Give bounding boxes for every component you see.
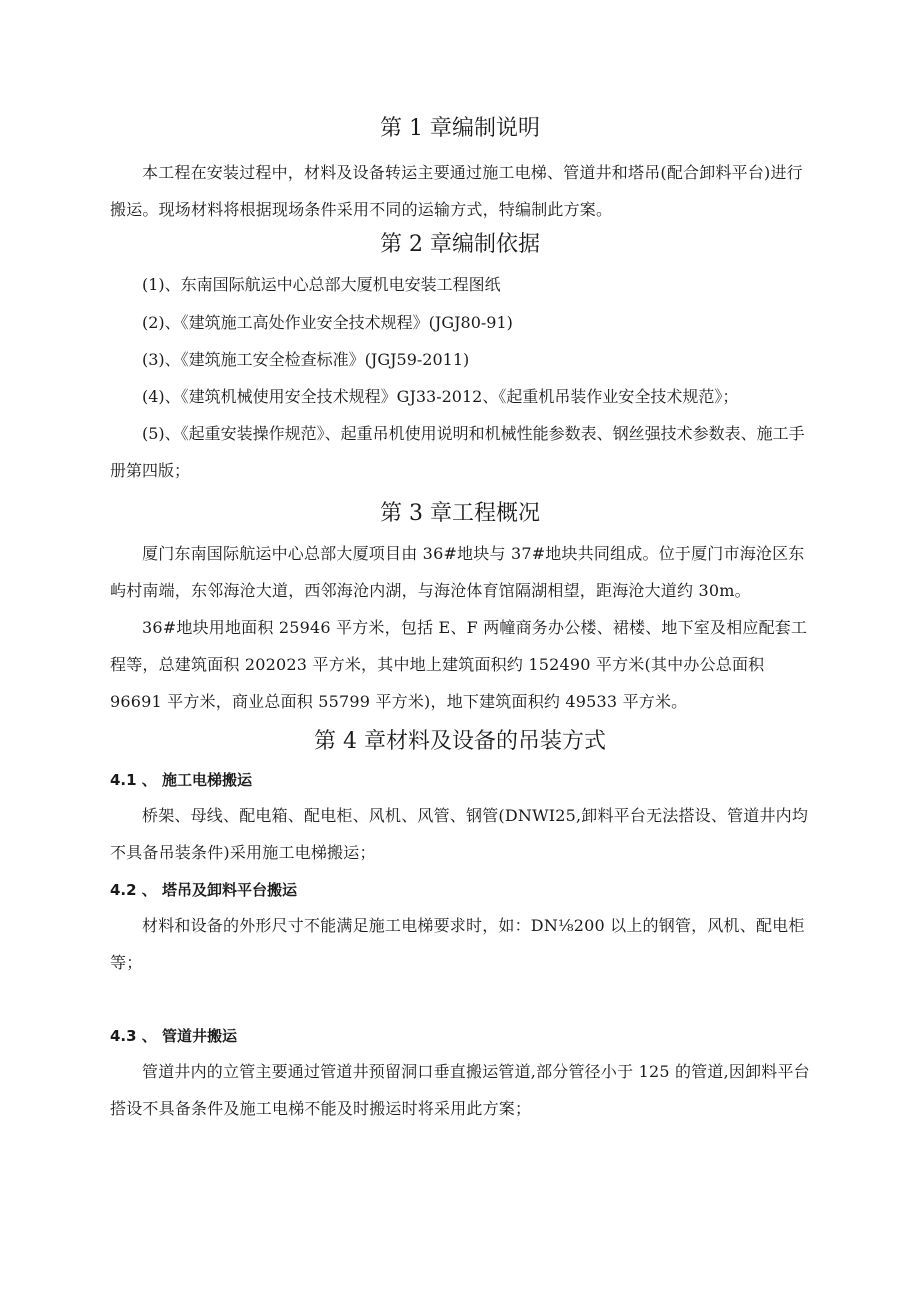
section-4-3-paragraph: 管道井内的立管主要通过管道井预留洞口垂直搬运管道,部分管径小于 125 的管道,因卸料平台搭设不具备条件及施工电梯不能及时搬运时将采用此方案； [110,1062,810,1118]
section-4-2-heading: 4.2 、 塔吊及卸料平台搬运 [110,881,298,899]
section-4-1-paragraph: 桥架、母线、配电箱、配电柜、风机、风管、钢管(DNWI25,卸料平台无法搭设、管道井内均不具备吊装条件)采用施工电梯搬运； [110,806,809,862]
section-4-3-heading: 4.3 、 管道井搬运 [110,1027,238,1045]
section-4-2-paragraph: 材料和设备的外形尺寸不能满足施工电梯要求时，如：DN⅛200 以上的钢管，风机、配电柜等； [110,916,805,972]
reference-item-5: (5)、《起重安装操作规范》、起重吊机使用说明和机械性能参数表、钢丝强技术参数表、施工手册第四版； [110,424,805,480]
chapter-3-paragraph-1: 厦门东南国际航运中心总部大厦项目由 36#地块与 37#地块共同组成。位于厦门市海沧区东屿村南端，东邻海沧大道，西邻海沧内湖，与海沧体育馆隔湖相望，距海沧大道约 30m。 [110,544,805,600]
reference-item-2: (2)、《建筑施工高处作业安全技术规程》(JGJ80-91) [142,313,513,332]
chapter-1-title: 第 1 章编制说明 [380,116,540,141]
chapter-4-title: 第 4 章材料及设备的吊装方式 [314,729,606,754]
chapter-1-paragraph: 本工程在安装过程中，材料及设备转运主要通过施工电梯、管道井和塔吊(配合卸料平台)进行搬运。现场材料将根据现场条件采用不同的运输方式，特编制此方案。 [110,163,803,219]
reference-item-3: (3)、《建筑施工安全检查标准》(JGJ59-2011) [142,350,470,369]
reference-item-4: (4)、《建筑机械使用安全技术规程》GJ33-2012、《起重机吊装作业安全技术规范》； [142,387,739,406]
chapter-3-paragraph-2: 36#地块用地面积 25946 平方米，包括 E、F 两幢商务办公楼、裙楼、地下室及相应配套工程等，总建筑面积 202023 平方米，其中地上建筑面积约 152490 平方米(其中办公总面积 96691 平方米，商业总面积 55799 平方米)，地下建筑面积约 49533 平方米。 [110,618,808,711]
chapter-3-title: 第 3 章工程概况 [380,501,540,526]
chapter-2-title: 第 2 章编制依据 [380,232,540,257]
section-4-1-heading: 4.1 、 施工电梯搬运 [110,771,253,789]
reference-item-1: (1)、东南国际航运中心总部大厦机电安装工程图纸 [142,275,501,294]
